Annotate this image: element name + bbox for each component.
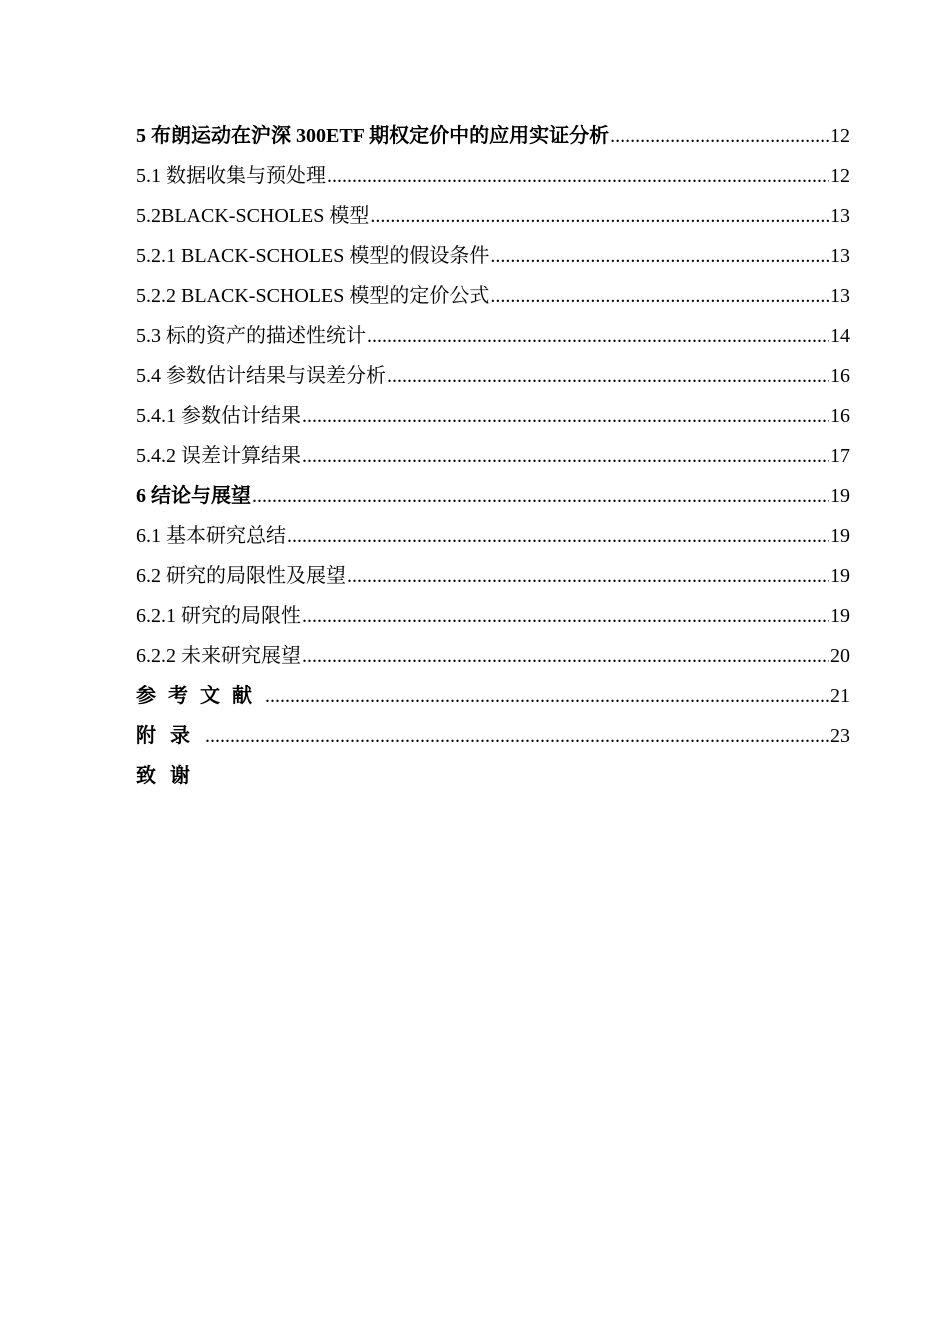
toc-entry-5-4-2[interactable] <box>136 436 850 476</box>
toc-entry-title: 5.4.2 误差计算结果 <box>136 445 301 467</box>
toc-entry-chapter-5[interactable] <box>136 116 850 156</box>
toc-leader-dots <box>387 356 829 396</box>
toc-entry-acknowledgements[interactable] <box>136 756 850 796</box>
toc-leader-dots <box>367 316 829 356</box>
table-of-contents <box>136 116 850 796</box>
toc-entry-page: 17 <box>830 445 850 467</box>
toc-entry-page: 23 <box>830 725 850 747</box>
toc-entry-page: 13 <box>830 245 850 267</box>
toc-entry-page: 20 <box>830 645 850 667</box>
toc-entry-page: 19 <box>830 565 850 587</box>
toc-entry-title: 5.2BLACK-SCHOLES 模型 <box>136 205 370 227</box>
toc-entry-page: 13 <box>830 285 850 307</box>
toc-entry-page: 21 <box>830 685 850 707</box>
toc-entry-title: 6.2.2 未来研究展望 <box>136 645 301 667</box>
toc-entry-page: 16 <box>830 405 850 427</box>
toc-entry-title: 5 布朗运动在沪深 300ETF 期权定价中的应用实证分析 <box>136 125 610 147</box>
toc-leader-dots <box>287 516 829 556</box>
toc-leader-dots <box>302 436 829 476</box>
toc-entry-page: 19 <box>830 525 850 547</box>
toc-leader-dots <box>265 676 829 716</box>
toc-entry-title: 6 结论与展望 <box>136 485 251 507</box>
toc-entry-title: 5.4 参数估计结果与误差分析 <box>136 365 386 387</box>
toc-entry-5-1[interactable] <box>136 156 850 196</box>
toc-entry-page: 12 <box>830 125 850 147</box>
toc-entry-5-4[interactable] <box>136 356 850 396</box>
toc-leader-dots <box>370 196 829 236</box>
toc-leader-dots <box>205 716 829 756</box>
toc-entry-title: 参考文献 <box>136 685 264 707</box>
toc-leader-dots <box>490 236 829 276</box>
toc-entry-title: 5.3 标的资产的描述性统计 <box>136 325 366 347</box>
toc-leader-dots <box>327 156 829 196</box>
toc-entry-page: 12 <box>830 165 850 187</box>
toc-entry-6-2-2[interactable] <box>136 636 850 676</box>
toc-entry-5-3[interactable] <box>136 316 850 356</box>
toc-entry-chapter-6[interactable] <box>136 476 850 516</box>
toc-entry-page: 19 <box>830 485 850 507</box>
toc-entry-6-1[interactable] <box>136 516 850 556</box>
toc-entry-6-2-1[interactable] <box>136 596 850 636</box>
toc-leader-dots <box>610 116 829 156</box>
toc-entry-page: 16 <box>830 365 850 387</box>
toc-entry-title: 5.2.2 BLACK-SCHOLES 模型的定价公式 <box>136 285 490 307</box>
toc-entry-references[interactable] <box>136 676 850 716</box>
toc-entry-title: 6.1 基本研究总结 <box>136 525 286 547</box>
toc-entry-5-2-2[interactable] <box>136 276 850 316</box>
toc-entry-page: 13 <box>830 205 850 227</box>
toc-entry-page: 14 <box>830 325 850 347</box>
toc-leader-dots <box>347 556 829 596</box>
toc-leader-dots <box>302 636 829 676</box>
toc-leader-dots <box>252 476 829 516</box>
toc-entry-title: 5.4.1 参数估计结果 <box>136 405 301 427</box>
toc-entry-title: 5.1 数据收集与预处理 <box>136 165 326 187</box>
toc-entry-title: 致谢 <box>136 765 204 787</box>
toc-leader-dots <box>302 396 829 436</box>
toc-entry-title: 5.2.1 BLACK-SCHOLES 模型的假设条件 <box>136 245 490 267</box>
toc-entry-5-4-1[interactable] <box>136 396 850 436</box>
toc-entry-5-2-1[interactable] <box>136 236 850 276</box>
toc-entry-title: 6.2 研究的局限性及展望 <box>136 565 346 587</box>
toc-leader-dots <box>490 276 829 316</box>
toc-entry-5-2[interactable] <box>136 196 850 236</box>
toc-entry-appendix[interactable] <box>136 716 850 756</box>
toc-entry-page: 19 <box>830 605 850 627</box>
toc-entry-6-2[interactable] <box>136 556 850 596</box>
toc-entry-title: 6.2.1 研究的局限性 <box>136 605 301 627</box>
toc-entry-title: 附录 <box>136 725 204 747</box>
toc-leader-dots <box>302 596 829 636</box>
